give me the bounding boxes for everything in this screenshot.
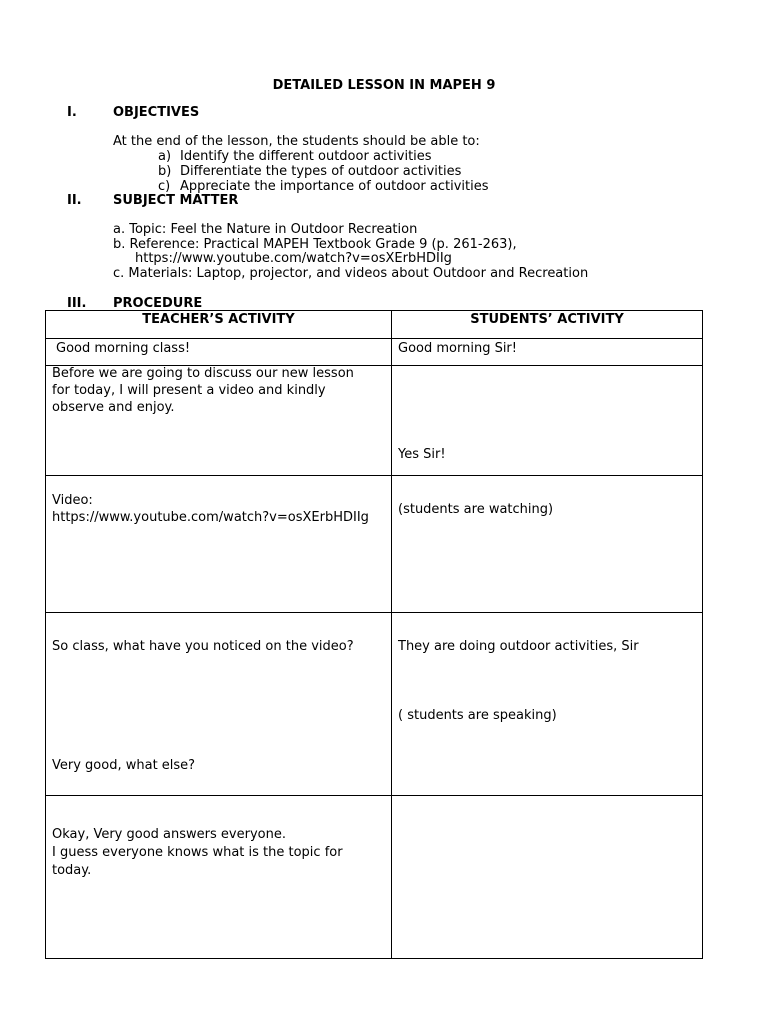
procedure-numeral: III.	[67, 296, 87, 311]
teacher-cell	[46, 796, 392, 959]
students-cell	[392, 796, 703, 959]
students-line: Yes Sir!	[398, 447, 446, 462]
objectives-heading: OBJECTIVES	[113, 105, 200, 120]
objective-item-marker: b)	[158, 164, 172, 179]
table-row	[46, 796, 703, 959]
students-line: Good morning Sir!	[398, 341, 517, 356]
objective-item-marker: c)	[158, 179, 171, 194]
document-title: DETAILED LESSON IN MAPEH 9	[272, 78, 496, 93]
teacher-line: Good morning class!	[56, 341, 191, 356]
table-row	[46, 476, 703, 613]
table-row	[46, 339, 703, 366]
subject-reference-url: https://www.youtube.com/watch?v=osXErbHDIIg	[135, 251, 452, 266]
objective-item-text: Appreciate the importance of outdoor activities	[180, 179, 489, 194]
students-line: (students are watching)	[398, 502, 554, 517]
teacher-line: observe and enjoy.	[52, 400, 175, 415]
teacher-cell	[46, 366, 392, 476]
students-line: ( students are speaking)	[398, 708, 557, 723]
subject-topic: a. Topic: Feel the Nature in Outdoor Recreation	[113, 222, 418, 237]
teacher-cell	[46, 613, 392, 796]
teacher-line: So class, what have you noticed on the video?	[52, 639, 354, 654]
teacher-cell	[46, 476, 392, 613]
table-row	[46, 613, 703, 796]
students-cell	[392, 339, 703, 366]
objective-item-text: Identify the different outdoor activities	[180, 149, 432, 164]
teacher-line: Okay, Very good answers everyone.	[52, 827, 286, 842]
table-row	[46, 366, 703, 476]
students-cell	[392, 613, 703, 796]
subject-reference: b. Reference: Practical MAPEH Textbook Grade 9 (p. 261-263),	[113, 237, 517, 252]
objective-item-text: Differentiate the types of outdoor activities	[180, 164, 462, 179]
teacher-line: for today, I will present a video and kindly	[52, 383, 326, 398]
teacher-line: Before we are going to discuss our new lesson	[52, 366, 354, 381]
column-header-students: STUDENTS’ ACTIVITY	[392, 311, 703, 339]
teacher-line: Very good, what else?	[52, 758, 196, 773]
objective-item-marker: a)	[158, 149, 172, 164]
teacher-cell	[46, 339, 392, 366]
objectives-numeral: I.	[67, 105, 77, 120]
objectives-intro: At the end of the lesson, the students should be able to:	[113, 134, 480, 149]
students-line: They are doing outdoor activities, Sir	[398, 639, 639, 654]
column-header-teacher: TEACHER’S ACTIVITY	[46, 311, 392, 339]
teacher-line: today.	[52, 863, 92, 878]
table-header-row	[46, 311, 703, 339]
students-cell	[392, 476, 703, 613]
subject-matter-numeral: II.	[67, 193, 82, 208]
subject-materials: c. Materials: Laptop, projector, and videos about Outdoor and Recreation	[113, 266, 589, 281]
procedure-heading: PROCEDURE	[113, 296, 203, 311]
procedure-table	[45, 310, 703, 959]
students-cell	[392, 366, 703, 476]
teacher-line: Video:	[52, 493, 93, 508]
teacher-line: https://www.youtube.com/watch?v=osXErbHDIIg	[52, 510, 369, 525]
teacher-line: I guess everyone knows what is the topic for	[52, 845, 343, 860]
subject-matter-heading: SUBJECT MATTER	[113, 193, 239, 208]
